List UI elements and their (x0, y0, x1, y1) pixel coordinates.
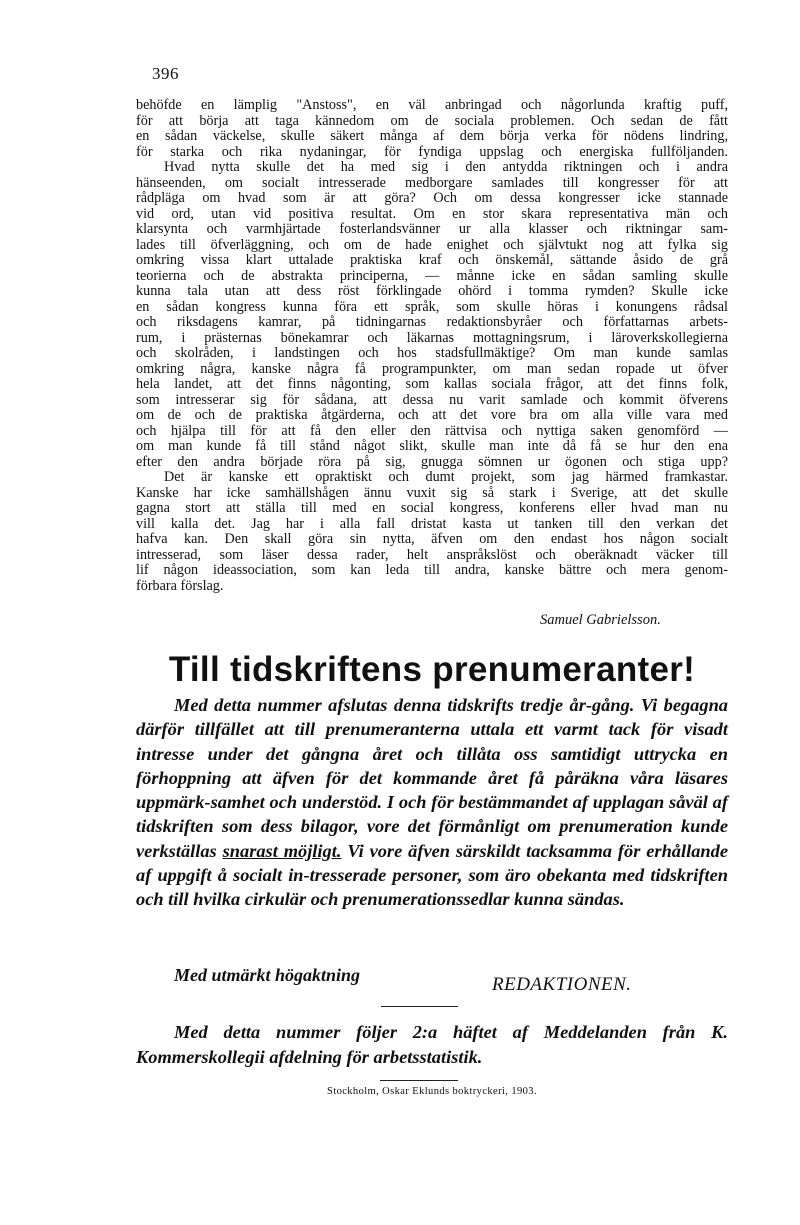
article-line: kunna tala utan att dess röst förklingade ohörd i tomma rymden? Skulle icke (136, 284, 728, 299)
page-number: 396 (152, 64, 179, 83)
article-line: lades till öfverläggning, och om de hade enighet och självtukt nog att fylka sig (136, 237, 728, 253)
article-line: hänseenden, om socialt intresserade medborgare samlades till kongresser för att (136, 175, 728, 191)
notice-body (136, 693, 728, 912)
notice-text-part2: Vi vore äfven särskildt tacksamma för erhållande af uppgift å socialt in-tresserade personer, som äro obekanta med tidskriften och till hvilka cirkulär och prenumerationssedlar kunna sändas. (136, 840, 728, 910)
article-line: en sådan kongress kunna föra ett språk, som skulle höras i konungens rådsal (136, 299, 728, 315)
article-line: gagna stort att ställa till med en social kongress, konferens eller hvad man nu (136, 501, 728, 516)
article-line: Kanske har icke samhällshågen ännu vuxit sig så stark i Sverige, att det skulle (136, 485, 728, 501)
article-line: omkring några, kanske några få programpunkter, om man sedan ropade ut öfver (136, 361, 728, 377)
article-line: Hvad nytta skulle det ha med sig i den antydda riktningen och i andra (164, 160, 728, 175)
notice-underlined-text: snarast möjligt. (222, 840, 342, 861)
article-line: och hjälpa till för att få den eller den rättvisa och nyttiga saken genomförd — (136, 423, 728, 439)
article-line: Det är kanske ett opraktiskt och dumt projekt, som jag härmed framkastar. (164, 470, 728, 485)
divider-rule-bottom (380, 1080, 458, 1081)
article-line: hafva kan. Den skall göra sin nytta, äfven om den endast hos någon socialt (136, 532, 728, 547)
article-line: teorierna och de abstrakta principerna, — månne icke en sådan samling skulle (136, 268, 728, 284)
article-line: intresserad, som läser dessa rader, helt anspråkslöst och oberäknadt väcker till (136, 547, 728, 563)
notice-text-part1: Med detta nummer afslutas denna tidskrifts tredje år-gång. Vi begagna därför tillfället att till prenumeranterna uttala ett varmt tack för visadt intresse under det gångna året och tillåta oss samtidigt uttrycka en förhoppning att äfven för det kommande året få påräkna våra läsares uppmärk-samhet och understöd. I och för bestämmandet af upplagan såväl af tidskriften som dess bilagor, vore det förmånligt om prenumeration kunde verkställas (136, 695, 728, 861)
supplement-note (136, 1020, 728, 1070)
article-line: och riksdagens kamrar, på tidningarnas redaktionsbyråer och författarnas arbets- (136, 315, 728, 330)
article-line: behöfde en lämplig "Anstoss", en väl anbringad och någorlunda kraftig puff, (136, 98, 728, 113)
article-line: vill kalla det. Jag har i alla fall dristat kasta ut tanken till den verkan det (136, 516, 728, 532)
printer-imprint: Stockholm, Oskar Eklunds boktryckeri, 1903. (327, 1086, 537, 1097)
article-line: för starka och rika nydaningar, för fyndiga uppslag och energiska fullföljanden. (136, 144, 728, 160)
divider-rule (381, 1006, 458, 1007)
article-line: omkring vissa klart uttalade praktiska kraf och önskemål, sättande åsido de grå (136, 253, 728, 268)
article-line: lif någon ideassociation, som kan leda till andra, kanske bättre och mera genom- (136, 563, 728, 578)
article-text (136, 98, 728, 594)
article-line: förbara förslag. (136, 578, 224, 594)
article-line: efter den andra började röra på sig, gnugga sömnen ur ögonen och stiga upp? (136, 454, 728, 470)
notice-closing: Med utmärkt högaktning (174, 965, 361, 985)
article-line: för att börja att taga kännedom om de sociala problemen. Och sedan de fått (136, 113, 728, 129)
supplement-text: Med detta nummer följer 2:a häftet af Meddelanden från K. Kommerskollegii afdelning för arbetsstatistik. (136, 1022, 728, 1067)
article-line: vid ord, utan vid positiva resultat. Om en stor skara representativa män och (136, 206, 728, 222)
article-line: rådpläga om hvad som är att göra? Och om dessa kongresser icke stannade (136, 191, 728, 206)
article-line: hela landet, att det finns någonting, som kallas sociala frågor, att det finns folk, (136, 377, 728, 392)
article-line: rum, i prästernas bönekamrar och läkarnas mottagningsrum, i läroverkskollegierna (136, 330, 728, 346)
article-line: som intresserar sig för sådana, att dessa nu varit samlade och kommit öfverens (136, 392, 728, 408)
article-line: klarsynta och varmhjärtade fosterlandsvänner ur alla klasser och riktningar sam- (136, 222, 728, 237)
author-signature: Samuel Gabrielsson. (540, 612, 661, 628)
article-line: och skolråden, i landstingen och hos stadsfullmäktige? Om man kunde samlas (136, 346, 728, 361)
article-line: om man kunde få till stånd något slikt, skulle man inte då få se hur den ena (136, 439, 728, 454)
notice-heading: Till tidskriftens prenumeranter! (168, 650, 696, 689)
article-line: en sådan väckelse, skulle säkert många af dem börja verka för nödens lindring, (136, 129, 728, 144)
notice-sender: REDAKTIONEN. (492, 974, 632, 995)
article-line: om de och de praktiska åtgärderna, och att det vore bra om alla ville vara med (136, 408, 728, 423)
